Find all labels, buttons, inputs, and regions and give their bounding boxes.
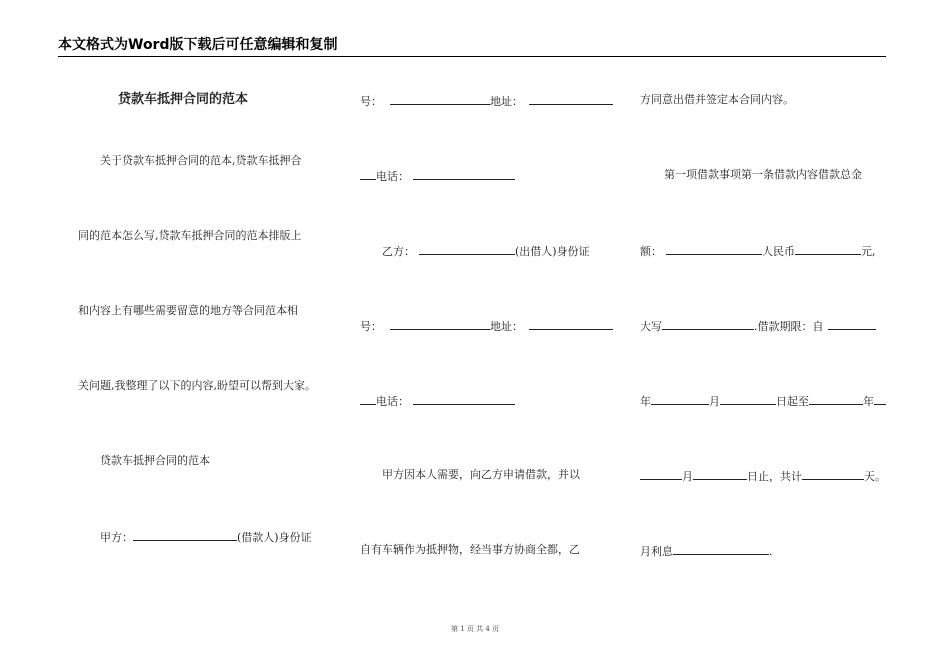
document-title: 贷款车抵押合同的范本	[118, 92, 249, 107]
label: 号：	[360, 320, 382, 333]
phone-line	[360, 393, 515, 409]
paragraph-line: 关问题,我整理了以下的内容,盼望可以帮到大家。	[78, 379, 316, 392]
fill-blank	[795, 243, 861, 255]
label: .	[769, 545, 773, 558]
paragraph-line: 方同意出借并签定本合同内容。	[640, 93, 794, 106]
label: 号：	[360, 95, 382, 108]
label: .借款期限：自	[754, 320, 824, 333]
fill-blank	[133, 529, 237, 541]
id-address-line	[360, 318, 613, 334]
label: 元,	[861, 245, 876, 258]
page-header: 本文格式为Word版下载后可任意编辑和复制	[58, 34, 886, 57]
fill-blank	[640, 468, 682, 480]
page-footer: 第 1 页 共 4 页	[450, 625, 500, 633]
fill-blank	[662, 318, 754, 330]
phone-line	[360, 168, 515, 184]
label: 天。	[864, 470, 886, 483]
fill-blank	[360, 393, 376, 405]
interest-line	[640, 543, 773, 559]
label: 乙方：	[382, 245, 415, 258]
paragraph-line: 关于贷款车抵押合同的范本,贷款车抵押合	[100, 154, 302, 167]
label: 日起至	[776, 395, 809, 408]
fill-blank	[673, 543, 769, 555]
paragraph-line: 第一项借款事项第一条借款内容借款总金	[664, 168, 862, 181]
label: 月	[682, 470, 693, 483]
label: 地址：	[490, 320, 523, 333]
label: 年	[863, 395, 874, 408]
amount-line	[640, 243, 876, 259]
paragraph-line: 自有车辆作为抵押物，经当事方协商全都，乙	[360, 543, 580, 556]
term-end-line	[640, 468, 886, 484]
label: (借款人)身份证	[237, 531, 312, 544]
capital-amount-line	[640, 318, 876, 334]
paragraph-line: 和内容上有哪些需要留意的地方等合同范本相	[78, 304, 298, 317]
paragraph-line: 同的范本怎么写,贷款车抵押合同的范本排版上	[78, 229, 302, 242]
fill-blank	[413, 393, 515, 405]
party-a-line	[100, 529, 312, 545]
label: 地址：	[490, 95, 523, 108]
label: 月	[709, 395, 720, 408]
fill-blank	[419, 243, 515, 255]
fill-blank	[390, 318, 490, 330]
label: 额：	[640, 245, 662, 258]
id-address-line	[360, 93, 613, 109]
label: 年	[640, 395, 651, 408]
fill-blank	[413, 168, 515, 180]
fill-blank	[874, 393, 886, 405]
section-heading: 贷款车抵押合同的范本	[100, 454, 210, 467]
label: 月利息	[640, 545, 673, 558]
party-b-line	[382, 243, 590, 259]
fill-blank	[651, 393, 709, 405]
fill-blank	[693, 468, 747, 480]
label: (出借人)身份证	[515, 245, 590, 258]
label: 人民币	[762, 245, 795, 258]
fill-blank	[720, 393, 776, 405]
label: 日止，共计	[747, 470, 802, 483]
fill-blank	[360, 168, 376, 180]
fill-blank	[809, 393, 863, 405]
fill-blank	[666, 243, 762, 255]
fill-blank	[529, 318, 613, 330]
fill-blank	[390, 93, 490, 105]
fill-blank	[802, 468, 864, 480]
term-start-line	[640, 393, 886, 409]
paragraph-line: 甲方因本人需要，向乙方申请借款，并以	[382, 468, 580, 481]
label: 电话：	[376, 170, 409, 183]
label: 甲方：	[100, 531, 133, 544]
label: 电话：	[376, 395, 409, 408]
fill-blank	[529, 93, 613, 105]
fill-blank	[828, 318, 876, 330]
label: 大写	[640, 320, 662, 333]
